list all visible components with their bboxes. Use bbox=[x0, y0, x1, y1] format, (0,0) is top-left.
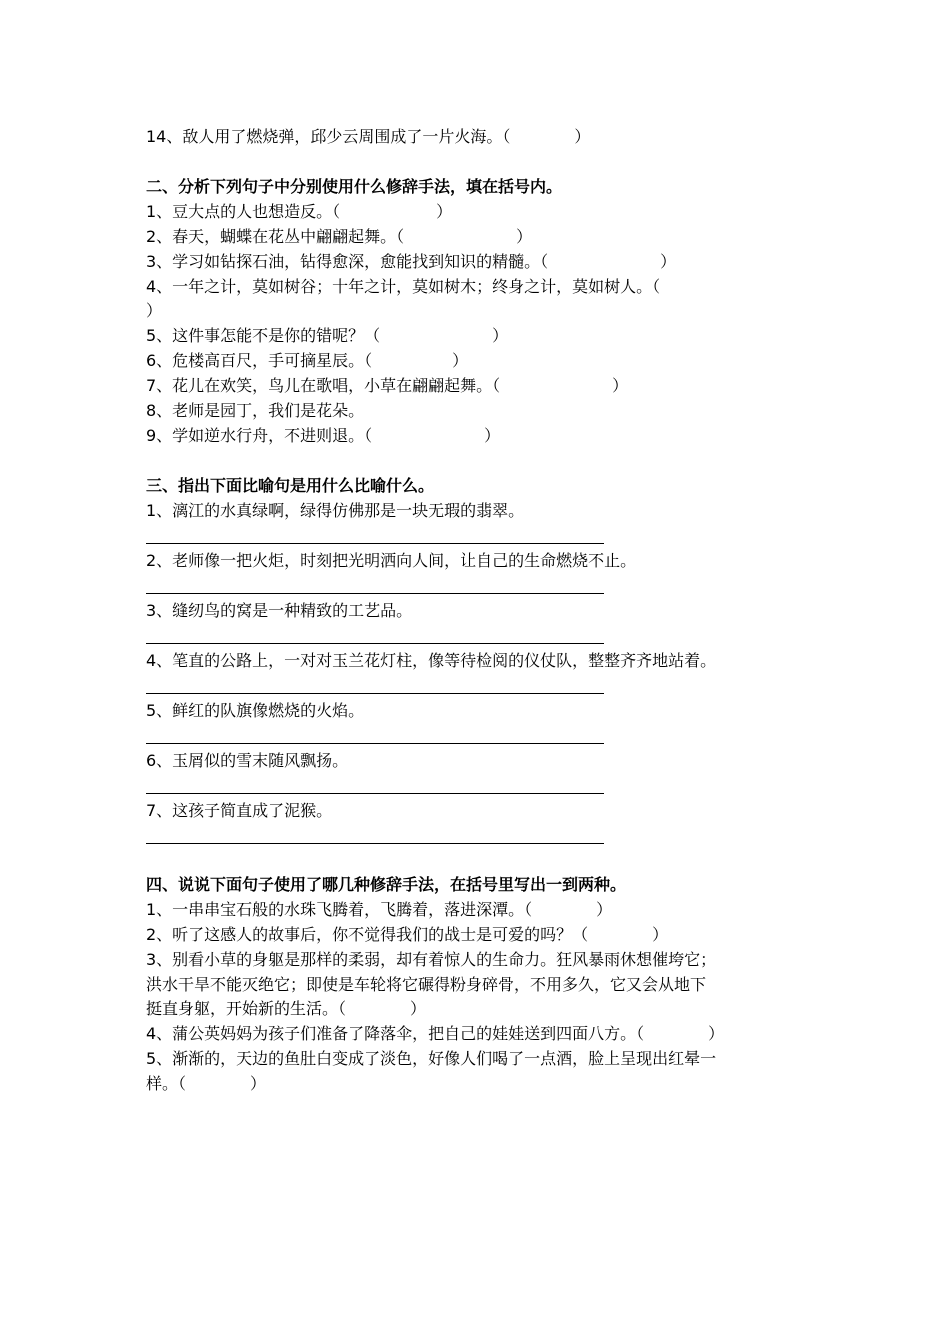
s4-item-2: 2、听了这感人的故事后，你不觉得我们的战士是可爱的吗？（ ） bbox=[146, 925, 669, 944]
s2-item-4-cont: ） bbox=[146, 301, 163, 320]
answer-line[interactable] bbox=[146, 743, 604, 744]
s2-item-3: 3、学习如钻探石油，钻得愈深，愈能找到知识的精髓。（ ） bbox=[146, 252, 677, 271]
s2-item-2: 2、春天，蝴蝶在花丛中翩翩起舞。（ ） bbox=[146, 227, 533, 246]
question-14: 14、敌人用了燃烧弹，邱少云周围成了一片火海。（ ） bbox=[146, 127, 591, 146]
s4-item-3: 3、别看小草的身躯是那样的柔弱，却有着惊人的生命力。狂风暴雨休想催垮它； bbox=[146, 950, 717, 969]
answer-line[interactable] bbox=[146, 543, 604, 544]
s4-item-1: 1、一串串宝石般的水珠飞腾着，飞腾着，落进深潭。（ ） bbox=[146, 900, 613, 919]
s3-item-4: 4、笔直的公路上，一对对玉兰花灯柱，像等待检阅的仪仗队，整整齐齐地站着。 bbox=[146, 651, 717, 670]
section-2-heading: 二、分析下列句子中分别使用什么修辞手法，填在括号内。 bbox=[146, 177, 563, 196]
s2-item-1: 1、豆大点的人也想造反。（ ） bbox=[146, 202, 453, 221]
answer-line[interactable] bbox=[146, 593, 604, 594]
s3-item-1: 1、漓江的水真绿啊，绿得仿佛那是一块无瑕的翡翠。 bbox=[146, 501, 525, 520]
s3-item-2: 2、老师像一把火炬，时刻把光明洒向人间，让自己的生命燃烧不止。 bbox=[146, 551, 637, 570]
s4-item-5: 5、渐渐的，天边的鱼肚白变成了淡色，好像人们喝了一点酒，脸上呈现出红晕一 bbox=[146, 1049, 717, 1068]
section-4-heading: 四、说说下面句子使用了哪几种修辞手法，在括号里写出一到两种。 bbox=[146, 875, 627, 894]
s2-item-5: 5、这件事怎能不是你的错呢？（ ） bbox=[146, 326, 509, 345]
section-3-heading: 三、指出下面比喻句是用什么比喻什么。 bbox=[146, 476, 435, 495]
answer-line[interactable] bbox=[146, 843, 604, 844]
s3-item-6: 6、玉屑似的雪末随风飘扬。 bbox=[146, 751, 349, 770]
s2-item-9: 9、学如逆水行舟，不进则退。（ ） bbox=[146, 426, 501, 445]
s2-item-7: 7、花儿在欢笑，鸟儿在歌唱，小草在翩翩起舞。（ ） bbox=[146, 376, 629, 395]
s4-item-5-cont: 样。（ ） bbox=[146, 1074, 267, 1093]
s3-item-5: 5、鲜红的队旗像燃烧的火焰。 bbox=[146, 701, 365, 720]
s2-item-8: 8、老师是园丁，我们是花朵。 bbox=[146, 401, 365, 420]
s4-item-3-cont: 洪水干旱不能灭绝它；即使是车轮将它碾得粉身碎骨，不用多久，它又会从地下 bbox=[146, 975, 707, 994]
s3-item-3: 3、缝纫鸟的窝是一种精致的工艺品。 bbox=[146, 601, 413, 620]
answer-line[interactable] bbox=[146, 693, 604, 694]
answer-line[interactable] bbox=[146, 793, 604, 794]
s2-item-4: 4、一年之计，莫如树谷；十年之计，莫如树木；终身之计，莫如树人。（ bbox=[146, 277, 661, 296]
s2-item-6: 6、危楼高百尺，手可摘星辰。（ ） bbox=[146, 351, 469, 370]
s3-item-7: 7、这孩子简直成了泥猴。 bbox=[146, 801, 333, 820]
s4-item-3-cont2: 挺直身躯，开始新的生活。（ ） bbox=[146, 999, 427, 1018]
answer-line[interactable] bbox=[146, 643, 604, 644]
s4-item-4: 4、蒲公英妈妈为孩子们准备了降落伞，把自己的娃娃送到四面八方。（ ） bbox=[146, 1024, 725, 1043]
